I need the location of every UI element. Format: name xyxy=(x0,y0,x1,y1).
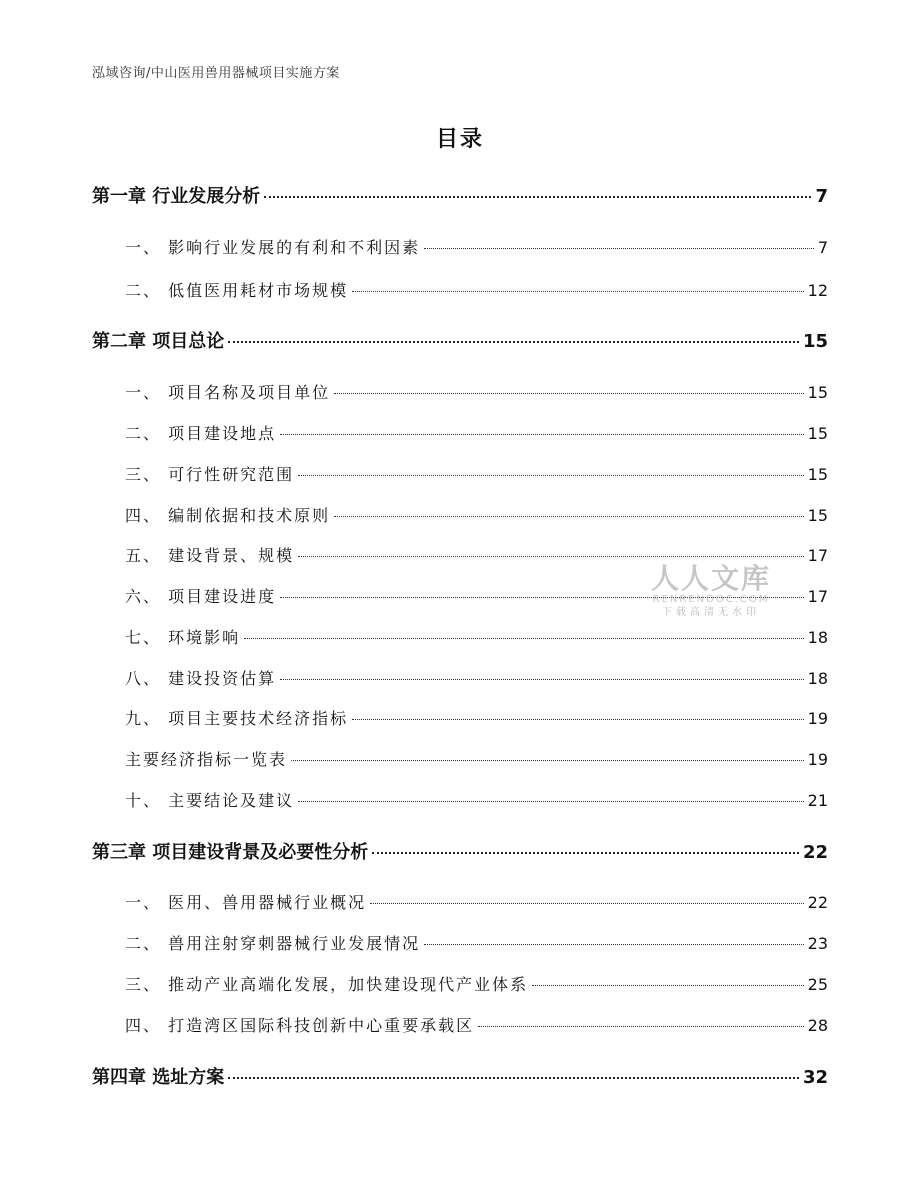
watermark-url: RENRENDOC.COM xyxy=(652,594,770,605)
toc-entry-label: 三、 推动产业高端化发展，加快建设现代产业体系 xyxy=(125,975,529,994)
toc-entry-label: 一、 医用、兽用器械行业概况 xyxy=(125,893,367,912)
toc-entry[interactable] xyxy=(125,890,828,913)
leader-dots xyxy=(228,1077,799,1079)
toc-title: 目录 xyxy=(435,127,484,152)
toc-entry[interactable] xyxy=(125,931,828,954)
toc-entry-label: 八、 建设投资估算 xyxy=(125,669,277,688)
toc-entry-label: 九、 项目主要技术经济指标 xyxy=(125,709,349,728)
leader-dots xyxy=(532,985,804,986)
toc-entry-page: 7 xyxy=(815,186,828,207)
toc-entry-label: 二、 兽用注射穿刺器械行业发展情况 xyxy=(125,934,421,953)
toc-entry-page: 15 xyxy=(802,331,828,352)
toc-entry-label: 五、 建设背景、规模 xyxy=(125,546,295,565)
toc-entry-page: 15 xyxy=(807,424,828,443)
toc-entry-chapter-4[interactable] xyxy=(92,1063,828,1089)
leader-dots xyxy=(298,475,804,476)
toc-entry-page: 21 xyxy=(807,791,828,810)
watermark-subtitle: 下载高清无水印 xyxy=(662,607,760,618)
toc-entry[interactable] xyxy=(125,462,828,485)
leader-dots xyxy=(370,903,804,904)
toc-entry-chapter-1[interactable] xyxy=(92,182,828,208)
toc-entry-page: 23 xyxy=(807,934,828,953)
toc-entry-label: 第二章 项目总论 xyxy=(92,331,225,352)
toc-entry-page: 17 xyxy=(807,546,828,565)
toc-entry-page: 15 xyxy=(807,383,828,402)
toc-entry[interactable] xyxy=(125,235,828,258)
leader-dots xyxy=(280,597,804,598)
leader-dots xyxy=(478,1026,804,1027)
toc-entry[interactable] xyxy=(125,666,828,689)
toc-entry-page: 15 xyxy=(807,465,828,484)
toc-entry-page: 25 xyxy=(807,975,828,994)
toc-entry[interactable] xyxy=(125,747,828,770)
toc-entry[interactable] xyxy=(125,1013,828,1036)
leader-dots xyxy=(352,291,804,292)
toc-entry-page: 19 xyxy=(807,709,828,728)
toc-entry-page: 18 xyxy=(807,669,828,688)
leader-dots xyxy=(291,760,804,761)
toc-entry-page: 28 xyxy=(807,1016,828,1035)
toc-entry-page: 22 xyxy=(807,893,828,912)
leader-dots xyxy=(352,719,804,720)
toc-entry-label: 四、 编制依据和技术原则 xyxy=(125,506,331,525)
page-header: 泓域咨询/中山医用兽用器械项目实施方案 xyxy=(92,66,340,81)
toc-entry-page: 7 xyxy=(817,238,828,257)
leader-dots xyxy=(228,341,799,343)
toc-entry-label: 二、 低值医用耗材市场规模 xyxy=(125,281,349,300)
toc-entry-label: 第四章 选址方案 xyxy=(92,1067,225,1088)
toc-entry[interactable] xyxy=(125,380,828,403)
toc-entry[interactable] xyxy=(125,503,828,526)
leader-dots xyxy=(244,638,804,639)
toc-entry-chapter-2[interactable] xyxy=(92,327,828,353)
toc-entry-page: 12 xyxy=(807,281,828,300)
toc-entry-label: 十、 主要结论及建议 xyxy=(125,791,295,810)
leader-dots xyxy=(298,556,804,557)
leader-dots xyxy=(280,434,804,435)
watermark-title: 人人文库 xyxy=(650,562,771,595)
toc-entry[interactable] xyxy=(125,543,828,566)
toc-entry-label: 主要经济指标一览表 xyxy=(125,750,288,769)
toc-entry-label: 第三章 项目建设背景及必要性分析 xyxy=(92,842,369,863)
leader-dots xyxy=(372,852,799,854)
toc-entry[interactable] xyxy=(125,972,828,995)
toc-entry-page: 18 xyxy=(807,628,828,647)
leader-dots xyxy=(334,393,804,394)
toc-entry-chapter-3[interactable] xyxy=(92,838,828,864)
leader-dots xyxy=(424,248,814,249)
toc-entry-label: 六、 项目建设进度 xyxy=(125,587,277,606)
toc-entry-page: 19 xyxy=(807,750,828,769)
leader-dots xyxy=(280,679,804,680)
toc-entry-page: 17 xyxy=(807,587,828,606)
toc-entry-label: 一、 影响行业发展的有利和不利因素 xyxy=(125,238,421,257)
leader-dots xyxy=(298,801,804,802)
toc-entry-label: 第一章 行业发展分析 xyxy=(92,186,261,207)
leader-dots xyxy=(334,516,804,517)
toc-entry-label: 七、 环境影响 xyxy=(125,628,241,647)
leader-dots xyxy=(424,944,804,945)
toc-entry-label: 二、 项目建设地点 xyxy=(125,424,277,443)
toc-entry[interactable] xyxy=(125,278,828,301)
toc-entry[interactable] xyxy=(125,625,828,648)
toc-entry[interactable] xyxy=(125,706,828,729)
toc-entry-page: 15 xyxy=(807,506,828,525)
leader-dots xyxy=(264,196,811,198)
toc-entry-page: 22 xyxy=(802,842,828,863)
toc-entry[interactable] xyxy=(125,421,828,444)
toc-entry-label: 三、 可行性研究范围 xyxy=(125,465,295,484)
toc-entry-label: 四、 打造湾区国际科技创新中心重要承载区 xyxy=(125,1016,475,1035)
toc-entry[interactable] xyxy=(125,584,828,607)
toc-entry-page: 32 xyxy=(802,1067,828,1088)
toc-entry[interactable] xyxy=(125,788,828,811)
toc-entry-label: 一、 项目名称及项目单位 xyxy=(125,383,331,402)
